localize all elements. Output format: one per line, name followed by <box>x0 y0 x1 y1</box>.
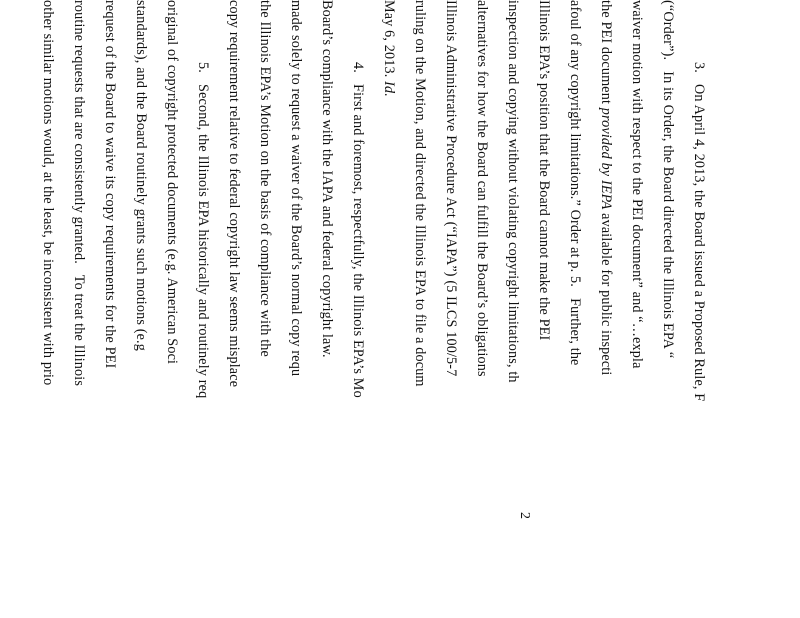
para3-line6: Illinois EPA’s position that the Board cannot make the PEI <box>536 0 552 341</box>
para4-line2: Board’s compliance with the IAPA and federal copyright law. <box>319 0 335 358</box>
para4-line4: the Illinois EPA’s Motion on the basis of compliance with the <box>257 0 273 357</box>
para3-line2: (“Order”). In its Order, the Board directed the Illinois EPA “ <box>660 0 676 359</box>
para4-line1: 4. First and foremost, respectfully, the Illinois EPA’s Mo <box>350 62 366 398</box>
para3-line10: ruling on the Motion, and directed the Illinois EPA to file a docum <box>412 0 428 387</box>
para3-line3: waiver motion with respect to the PEI document” and “…expla <box>629 0 645 369</box>
para3-line1: 3. On April 4, 2013, the Board issued a Proposed Rule, F <box>691 62 707 402</box>
para3-line4: the PEI document provided by IEPA available for public inspecti <box>598 0 614 376</box>
para5-line4: request of the Board to waive its copy requirements for the PEI <box>102 0 118 369</box>
para3-line11: May 6, 2013. Id. <box>381 0 397 97</box>
para4-line5: copy requirement relative to federal copyright law seems misplace <box>226 0 242 388</box>
rotated-text-block <box>40 0 707 618</box>
para5-line3: standards), and the Board routinely grants such motions (e.g <box>133 0 149 352</box>
para3-line5: afoul of any copyright limitations.” Order at p. 5. Further, the <box>567 0 583 366</box>
para3-line9: Illinois Administrative Procedure Act (“IAPA”) (5 ILCS 100/5-7 <box>443 0 459 377</box>
para3-line8: alternatives for how the Board can fulfill the Board’s obligations <box>474 0 490 377</box>
para5-line5: routine requests that are consistently granted. To treat the Illinois <box>71 0 87 387</box>
page-number: 2 <box>517 512 532 519</box>
para5-line2: original of copyright protected documents (e.g. American Soci <box>164 0 180 365</box>
para5-line6: other similar motions would, at the least, be inconsistent with prio <box>40 0 56 386</box>
para3-line7: inspection and copying without violating copyright limitations, th <box>505 0 521 383</box>
para5-line1: 5. Second, the Illinois EPA historically and routinely req <box>195 62 211 399</box>
para4-line3: made solely to request a waiver of the Board’s normal copy requ <box>288 0 304 377</box>
